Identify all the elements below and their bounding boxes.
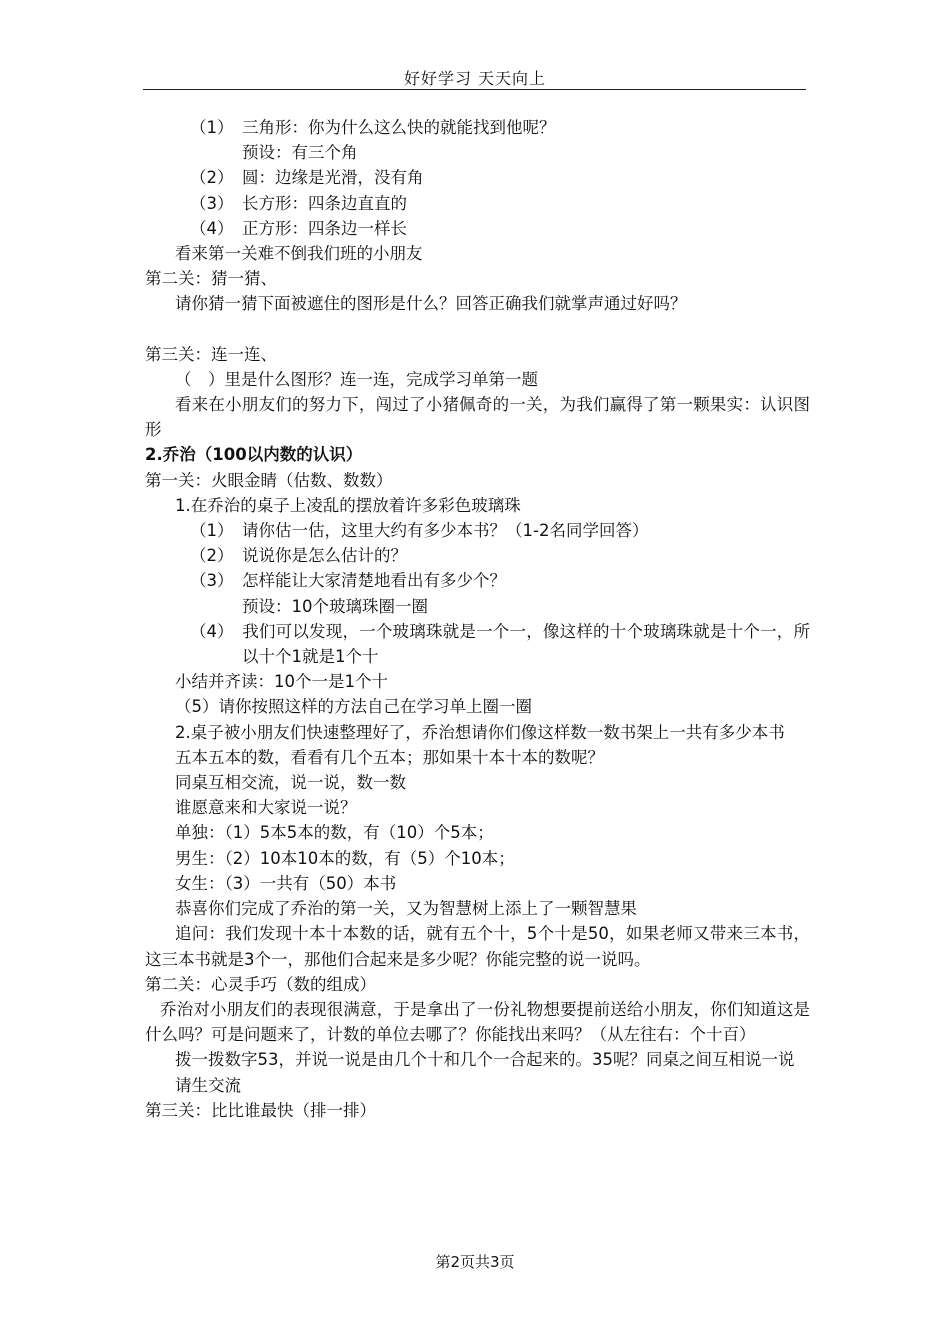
list-item: （1） 三角形：你为什么这么快的就能找到他呢？	[190, 118, 556, 137]
paragraph: 拨一拨数字53，并说一说是由几个十和几个一合起来的。35呢？同桌之间互相说一说	[175, 1050, 795, 1070]
section-heading: 第二关：心灵手巧（数的组成）	[145, 974, 376, 994]
paragraph: 乔治对小朋友们的表现很满意，于是拿出了一份礼物想要提前送给小朋友，你们知道这是什么吗？可是问题来了，计数的单位去哪了？你能找出来吗？（从左往右：个十百）	[145, 999, 810, 1045]
page-footer: 第2页共3页	[435, 1253, 515, 1271]
text-line: （ ）里是什么图形？连一连，完成学习单第一题	[175, 369, 538, 389]
list-item: （2） 圆：边缘是光滑，没有角	[190, 168, 424, 188]
text-line: 预设：有三个角	[242, 143, 358, 163]
section-heading: 第二关：猜一猜、	[145, 269, 277, 289]
text-line: 女生：（3）一共有（50）本书	[175, 873, 397, 893]
list-item: （2） 说说你是怎么估计的？	[190, 546, 407, 566]
text-line: 请你猜一猜下面被遮住的图形是什么？回答正确我们就掌声通过好吗？	[175, 294, 687, 314]
text-line: 请生交流	[175, 1075, 241, 1095]
paragraph: 2.桌子被小朋友们快速整理好了，乔治想请你们像这样数一数书架上一共有多少本书	[175, 722, 785, 742]
header-divider	[143, 89, 806, 90]
text-line: （5）请你按照这样的方法自己在学习单上圈一圈	[175, 697, 532, 717]
text-line: 同桌互相交流，说一说，数一数	[175, 773, 406, 793]
paragraph: 追问：我们发现十本十本数的话，就有五个十，5个十是50，如果老师又带来三本书，这三本书就是3个一，那他们合起来是多少呢？你能完整的说一说吗。	[145, 924, 810, 969]
paragraph: 看来在小朋友们的努力下，闯过了小猪佩奇的一关，为我们赢得了第一颗果实：认识图形	[145, 395, 810, 440]
list-item: （3） 长方形：四条边直直的	[190, 193, 407, 213]
list-item: （3） 怎样能让大家清楚地看出有多少个？	[190, 571, 506, 591]
section-heading: 第三关：连一连、	[145, 344, 277, 364]
text-line: 恭喜你们完成了乔治的第一关，又为智慧树上添上了一颗智慧果	[175, 899, 637, 919]
list-item: （4） 我们可以发现，一个玻璃珠就是一个一，像这样的十个玻璃珠就是十个一，所以十个1就是1个十	[190, 621, 810, 667]
list-item: （1） 请你估一估，这里大约有多少本书？（1-2名同学回答）	[190, 521, 649, 541]
list-item: （4） 正方形：四条边一样长	[190, 218, 407, 238]
page-header: 好好学习 天天向上	[403, 69, 547, 88]
text-line: 小结并齐读：10个一是1个十	[175, 672, 388, 692]
text-line: 看来第一关难不倒我们班的小朋友	[175, 244, 423, 264]
document-body	[145, 115, 810, 1123]
chapter-heading: 2.乔治（100以内数的认识）	[145, 445, 363, 465]
text-line: 单独：（1）5本5本的数，有（10）个5本；	[175, 823, 494, 843]
section-heading: 第三关：比比谁最快（排一排）	[145, 1100, 376, 1120]
blank-line	[145, 317, 810, 342]
text-line: 男生：（2）10本10本的数，有（5）个10本；	[175, 848, 515, 868]
text-line: 五本五本的数，看看有几个五本；那如果十本十本的数呢？	[175, 747, 604, 767]
text-line: 1.在乔治的桌子上凌乱的摆放着许多彩色玻璃珠	[175, 495, 521, 515]
text-line: 预设：10个玻璃珠圈一圈	[242, 596, 428, 616]
section-heading: 第一关：火眼金睛（估数、数数）	[145, 470, 393, 490]
text-line: 谁愿意来和大家说一说？	[175, 798, 357, 818]
